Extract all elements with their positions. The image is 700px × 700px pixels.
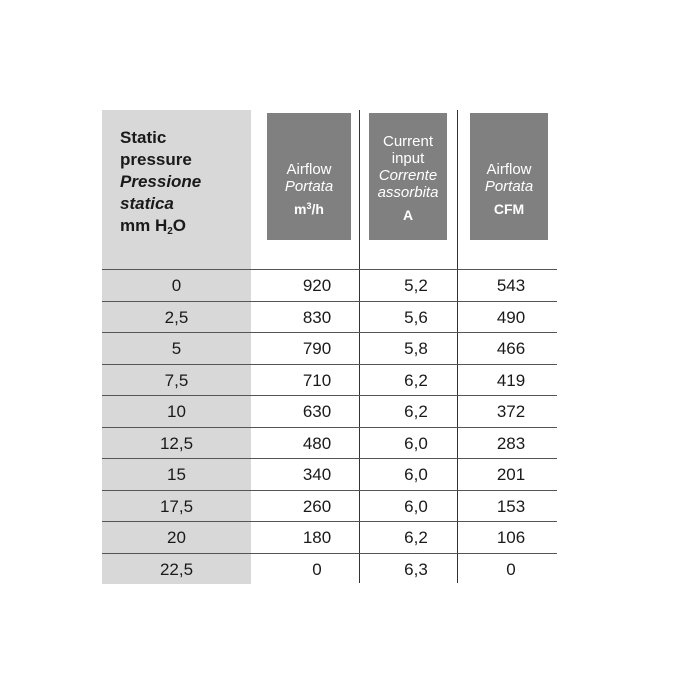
current-label: Current [382, 133, 434, 150]
static-pressure-italian-2: statica [120, 194, 174, 213]
current-cell: 5,6 [404, 307, 428, 327]
cfm-airflow-label: Airflow [486, 161, 532, 178]
table-row [102, 301, 557, 333]
cfm-cell: 466 [496, 339, 526, 358]
current-input-header [369, 113, 447, 240]
current-label-2: input [391, 150, 425, 167]
airflow-cell: 790 [302, 339, 332, 358]
current-cell: 6,3 [404, 559, 428, 579]
airflow-cell: 480 [302, 433, 332, 453]
table-row [102, 458, 557, 490]
static-pressure-cell: 15 [167, 465, 186, 484]
airflow-cell: 710 [302, 370, 332, 390]
static-pressure-cell: 5 [171, 339, 182, 358]
airflow-cell: 340 [302, 465, 332, 484]
cfm-cell: 106 [496, 528, 526, 547]
static-pressure-cell: 2,5 [164, 307, 189, 327]
static-pressure-unit: mm $H_2O$ [120, 216, 187, 237]
current-cell: 6,0 [404, 465, 428, 484]
airflow-cell: 920 [302, 276, 332, 295]
static-pressure-title: Static [120, 128, 167, 147]
static-pressure-cell: 10 [167, 402, 186, 421]
current-cell: 6,0 [404, 433, 428, 453]
cfm-cell: 372 [496, 402, 526, 421]
static-pressure-cell: 0 [171, 276, 182, 295]
current-cell: 5,2 [404, 276, 428, 295]
current-cell: 6,2 [404, 528, 428, 547]
cfm-cell: 0 [506, 559, 516, 579]
static-pressure-cell: 22,5 [159, 559, 194, 579]
table-body [102, 269, 557, 584]
static-pressure-cell: 20 [167, 528, 186, 547]
static-pressure-italian: Pressione [120, 172, 202, 191]
static-pressure-header [102, 110, 251, 270]
table-row [102, 490, 557, 522]
table-row [102, 395, 557, 427]
cfm-cell: 490 [496, 307, 526, 327]
current-italian: Corrente [378, 167, 438, 184]
current-cell: 6,0 [404, 496, 428, 516]
airflow-italian: Portata [284, 178, 334, 195]
table-row [102, 269, 557, 301]
airflow-unit: $m^3/h$ [294, 201, 324, 217]
static-pressure-cell: 12,5 [159, 433, 194, 453]
cfm-italian: Portata [484, 178, 534, 195]
current-cell: 6,2 [404, 402, 428, 421]
current-unit: A [402, 207, 414, 223]
cfm-cell: 283 [496, 433, 526, 453]
cfm-cell: 419 [496, 370, 526, 390]
cfm-cell: 543 [496, 276, 526, 295]
current-italian-2: assorbita [377, 184, 439, 201]
static-pressure-title-2: pressure [120, 150, 192, 169]
airflow-cfm-header [470, 113, 548, 240]
table-row [102, 553, 557, 585]
airflow-cell: 260 [302, 496, 332, 516]
static-pressure-cell: 7,5 [164, 370, 189, 390]
cfm-unit: CFM [493, 201, 525, 217]
table-row [102, 364, 557, 396]
airflow-cell: 180 [302, 528, 332, 547]
static-pressure-cell: 17,5 [159, 496, 194, 516]
airflow-cell: 0 [312, 559, 322, 579]
airflow-cell: 630 [302, 402, 332, 421]
airflow-label: Airflow [286, 161, 332, 178]
cfm-cell: 153 [496, 496, 526, 516]
table-row [102, 427, 557, 459]
cfm-cell: 201 [496, 465, 526, 484]
current-cell: 5,8 [404, 339, 428, 358]
table-row [102, 332, 557, 364]
airflow-m3h-header [267, 113, 351, 240]
airflow-cell: 830 [302, 307, 332, 327]
current-cell: 6,2 [404, 370, 428, 390]
table-row [102, 521, 557, 553]
